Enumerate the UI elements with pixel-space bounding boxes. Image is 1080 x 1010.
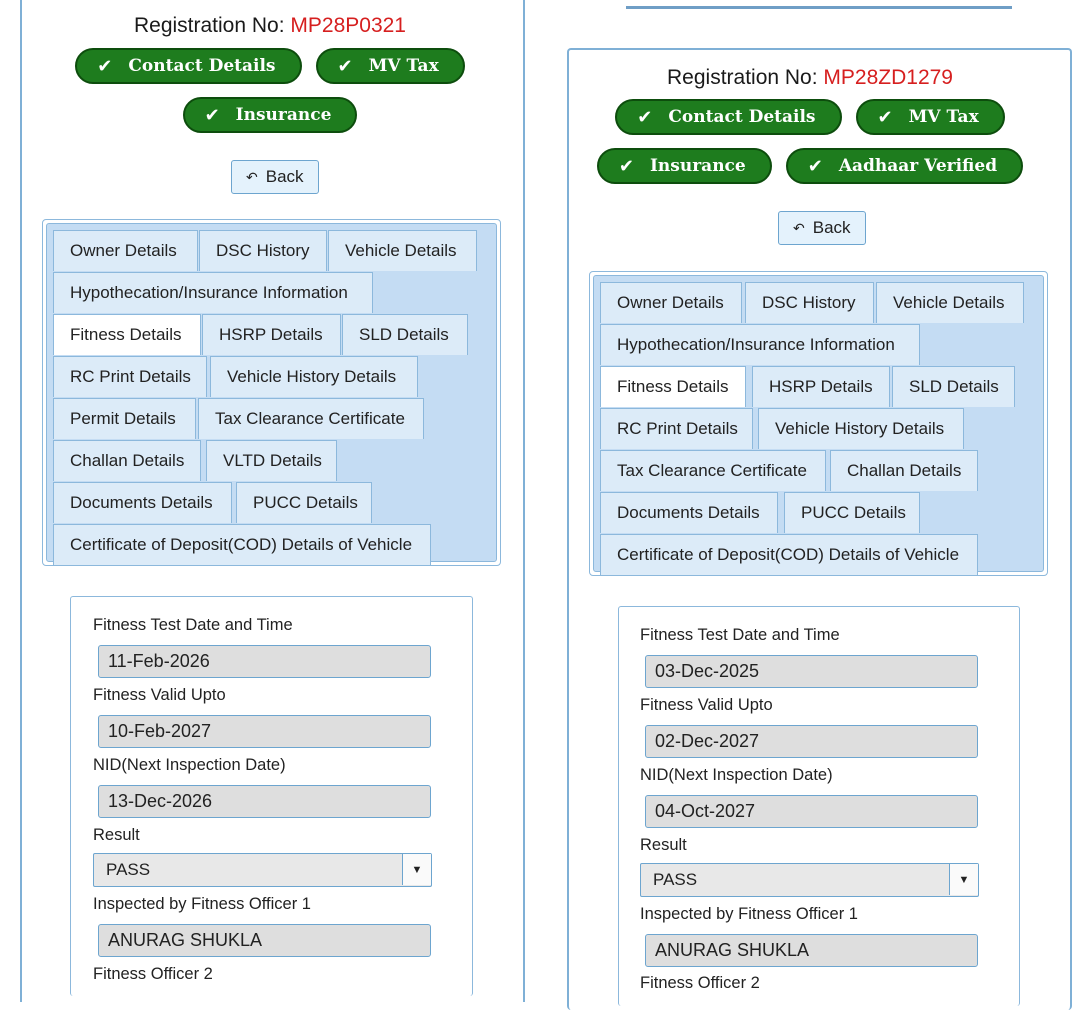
tab-rc-print-details[interactable]: RC Print Details (600, 408, 753, 449)
tab-dsc-history[interactable]: DSC History (199, 230, 327, 271)
officer2-label: Fitness Officer 2 (640, 974, 760, 992)
caret-down-icon[interactable]: ▼ (402, 854, 431, 885)
back-label: Back (812, 218, 851, 237)
tab-documents-details[interactable]: Documents Details (53, 482, 232, 523)
nid-label: NID(Next Inspection Date) (93, 756, 286, 774)
officer2-label: Fitness Officer 2 (93, 965, 213, 983)
insurance-badge[interactable] (183, 97, 358, 133)
result-label: Result (640, 836, 687, 854)
badge-label: Contact Details (668, 107, 816, 127)
tab-fitness-details[interactable]: Fitness Details (600, 366, 746, 407)
back-arrow-icon: ↶ (793, 219, 805, 236)
registration-number: MP28ZD1279 (823, 66, 953, 89)
tab-vehicle-details[interactable]: Vehicle Details (876, 282, 1024, 323)
tab-vehicle-history-details[interactable]: Vehicle History Details (758, 408, 964, 449)
nid-field[interactable]: 04-Oct-2027 (645, 795, 978, 828)
officer1-field[interactable]: ANURAG SHUKLA (98, 924, 431, 957)
badge-row-2 (540, 148, 1080, 184)
tab-hypothecation-insurance[interactable]: Hypothecation/Insurance Information (600, 324, 920, 365)
valid-upto-label: Fitness Valid Upto (93, 686, 226, 704)
check-icon: ✔ (807, 155, 823, 177)
back-button[interactable] (231, 160, 319, 194)
badge-row-1 (540, 99, 1080, 135)
mv-tax-badge[interactable] (316, 48, 465, 84)
officer1-field[interactable]: ANURAG SHUKLA (645, 934, 978, 967)
right-screenshot-panel (540, 0, 1080, 993)
tab-owner-details[interactable]: Owner Details (53, 230, 198, 271)
officer1-label: Inspected by Fitness Officer 1 (93, 895, 311, 913)
badge-label: Contact Details (128, 56, 276, 76)
tab-sld-details[interactable]: SLD Details (342, 314, 468, 355)
check-icon: ✔ (637, 106, 653, 128)
tab-documents-details[interactable]: Documents Details (600, 492, 778, 533)
tab-pucc-details[interactable]: PUCC Details (236, 482, 372, 523)
badge-row-2 (0, 97, 540, 133)
valid-upto-field[interactable]: 02-Dec-2027 (645, 725, 978, 758)
result-select[interactable] (640, 863, 979, 897)
tab-tax-clearance-certificate[interactable]: Tax Clearance Certificate (600, 450, 826, 491)
test-date-field[interactable]: 03-Dec-2025 (645, 655, 978, 688)
tab-challan-details[interactable]: Challan Details (53, 440, 201, 481)
tab-hypothecation-insurance[interactable]: Hypothecation/Insurance Information (53, 272, 373, 313)
tab-hsrp-details[interactable]: HSRP Details (752, 366, 890, 407)
tab-permit-details[interactable]: Permit Details (53, 398, 196, 439)
tab-sld-details[interactable]: SLD Details (892, 366, 1015, 407)
back-label: Back (265, 167, 304, 186)
registration-heading (540, 66, 1080, 90)
badge-label: Insurance (649, 156, 746, 176)
tab-cod-details[interactable]: Certificate of Deposit(COD) Details of Vehicle (53, 524, 431, 565)
check-icon: ✔ (97, 55, 113, 77)
badge-label: Insurance (235, 105, 332, 125)
tab-vehicle-details[interactable]: Vehicle Details (328, 230, 477, 271)
nid-field[interactable]: 13-Dec-2026 (98, 785, 431, 818)
test-date-label: Fitness Test Date and Time (93, 616, 293, 634)
check-icon: ✔ (877, 106, 893, 128)
registration-heading (0, 14, 540, 38)
caret-down-icon[interactable]: ▼ (949, 864, 978, 895)
back-button[interactable] (778, 211, 866, 245)
tab-tax-clearance-certificate[interactable]: Tax Clearance Certificate (198, 398, 424, 439)
contact-details-badge[interactable] (75, 48, 301, 84)
registration-label: Registration No: (667, 66, 818, 89)
registration-number: MP28P0321 (290, 14, 406, 37)
top-divider (626, 6, 1012, 9)
tab-hsrp-details[interactable]: HSRP Details (202, 314, 341, 355)
tab-owner-details[interactable]: Owner Details (600, 282, 742, 323)
left-screenshot-panel (0, 0, 540, 993)
check-icon: ✔ (618, 155, 634, 177)
result-select-value: PASS (106, 860, 151, 879)
registration-label: Registration No: (133, 14, 285, 37)
back-arrow-icon: ↶ (246, 168, 258, 185)
result-select[interactable] (93, 853, 432, 887)
tab-pucc-details[interactable]: PUCC Details (784, 492, 920, 533)
tab-rc-print-details[interactable]: RC Print Details (53, 356, 207, 397)
test-date-label: Fitness Test Date and Time (640, 626, 840, 644)
tab-fitness-details[interactable]: Fitness Details (53, 314, 201, 355)
mv-tax-badge[interactable] (856, 99, 1005, 135)
aadhaar-verified-badge[interactable] (786, 148, 1023, 184)
officer1-label: Inspected by Fitness Officer 1 (640, 905, 858, 923)
result-select-value: PASS (653, 870, 698, 889)
badge-label: Aadhaar Verified (838, 156, 998, 176)
check-icon: ✔ (337, 55, 353, 77)
valid-upto-field[interactable]: 10-Feb-2027 (98, 715, 431, 748)
check-icon: ✔ (204, 104, 220, 126)
badge-label: MV Tax (908, 107, 979, 127)
tab-dsc-history[interactable]: DSC History (745, 282, 874, 323)
insurance-badge[interactable] (597, 148, 772, 184)
contact-details-badge[interactable] (615, 99, 841, 135)
test-date-field[interactable]: 11-Feb-2026 (98, 645, 431, 678)
valid-upto-label: Fitness Valid Upto (640, 696, 773, 714)
result-label: Result (93, 826, 140, 844)
tab-vltd-details[interactable]: VLTD Details (206, 440, 337, 481)
nid-label: NID(Next Inspection Date) (640, 766, 833, 784)
tab-vehicle-history-details[interactable]: Vehicle History Details (210, 356, 418, 397)
tab-cod-details[interactable]: Certificate of Deposit(COD) Details of Vehicle (600, 534, 978, 575)
tab-challan-details[interactable]: Challan Details (830, 450, 978, 491)
badge-row-1 (0, 48, 540, 84)
badge-label: MV Tax (368, 56, 439, 76)
